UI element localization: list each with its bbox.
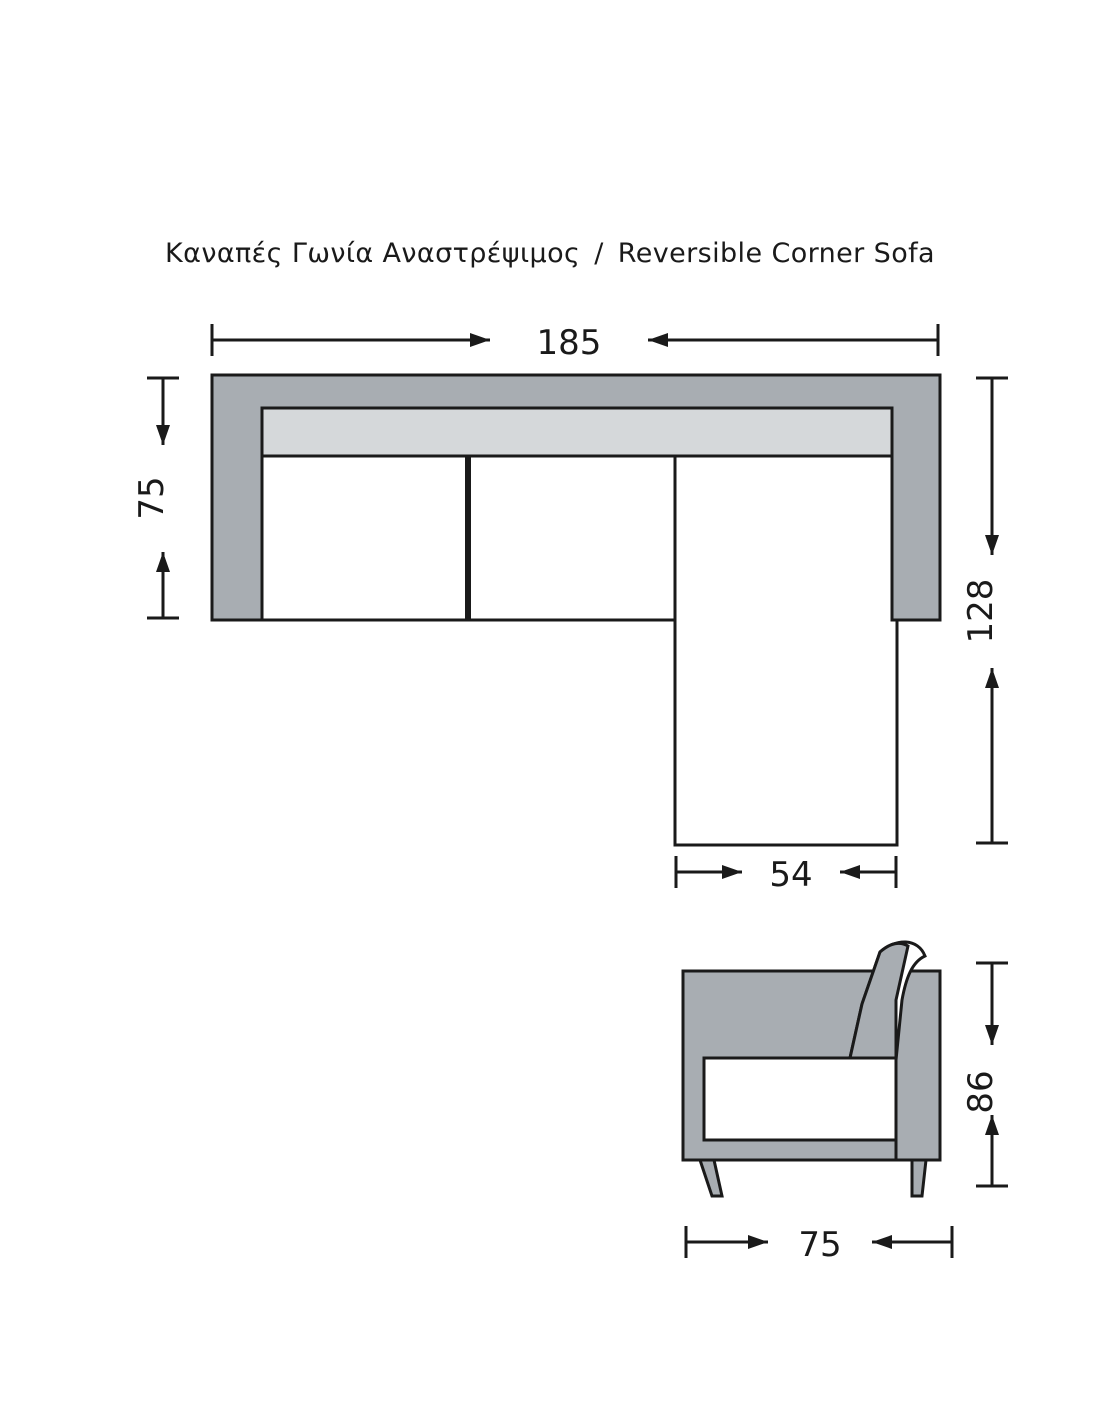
dimension-label-75-left: 75 — [132, 476, 172, 520]
dimension-label-185: 185 — [536, 323, 602, 363]
side-leg-front — [700, 1160, 722, 1196]
dimension-label-54: 54 — [769, 855, 813, 895]
dimension-label-86: 86 — [961, 1070, 1001, 1114]
dimension-depth-128-right — [961, 378, 1008, 843]
dimension-label-75-bottom: 75 — [798, 1225, 842, 1265]
title-greek: Καναπές Γωνία Αναστρέψιμος — [165, 238, 581, 269]
dimension-side-depth-75 — [686, 1225, 952, 1265]
side-view-group — [683, 942, 1008, 1265]
title-separator: / — [594, 238, 604, 269]
title-english: Reversible Corner Sofa — [617, 238, 935, 269]
back-cushion — [262, 408, 892, 456]
seat-surface — [262, 456, 897, 845]
dimension-width-185 — [212, 323, 938, 363]
side-leg-back — [912, 1160, 926, 1196]
dimension-label-128: 128 — [961, 578, 1001, 644]
top-view-group — [132, 323, 1008, 895]
dimension-chaise-54 — [676, 855, 896, 895]
dimension-depth-75-left — [132, 378, 179, 618]
dimension-height-86 — [961, 963, 1008, 1186]
